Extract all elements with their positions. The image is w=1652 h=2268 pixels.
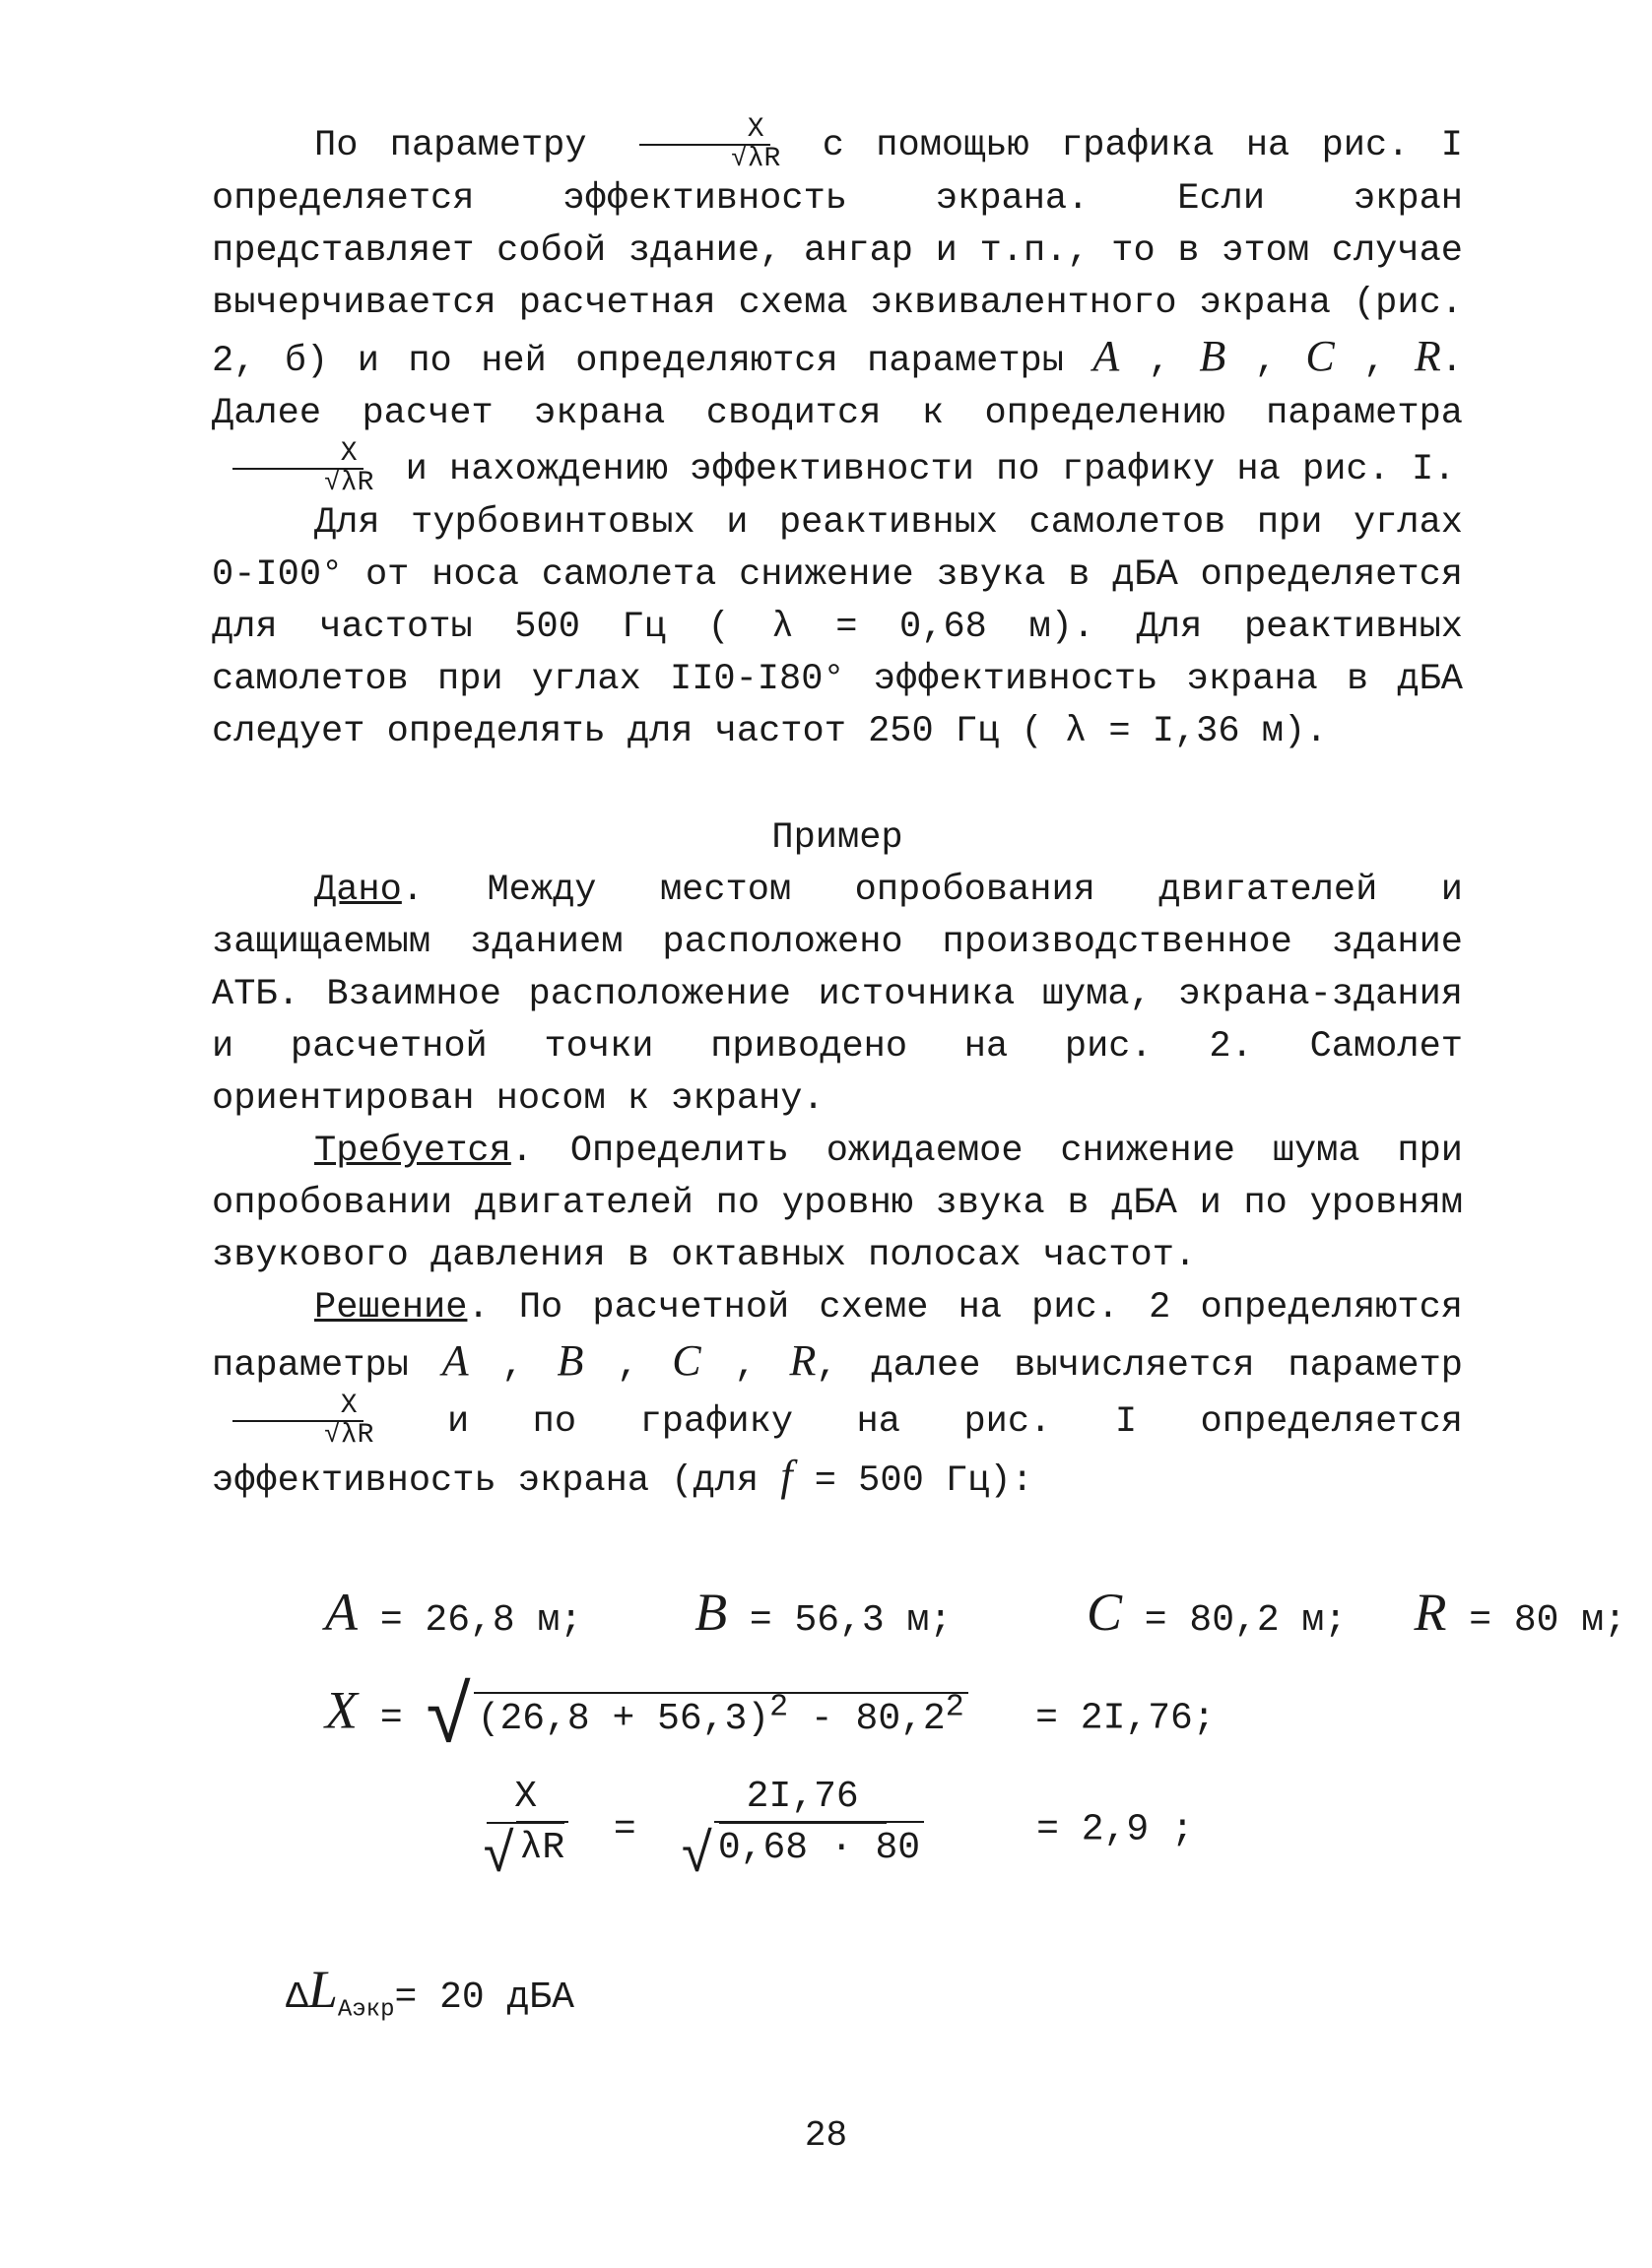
ratio-lhs-denominator: √ λR [483, 1824, 568, 1886]
eq-equals: = [379, 1697, 403, 1740]
p1-text-2: с помощью графика на рис. I определяется эффективность экрана. Если экран представляет собой здание, ангар и т.п., то в этом случае вычерчивается расчетная схема эквивалентного экрана (рис. 2, б) и по ней определяются параметры [212, 124, 1463, 382]
fraction-denominator: √λR [730, 144, 781, 174]
eq-equals: = [394, 1976, 418, 2019]
p1-text-3: . Далее расчет экрана сводится к определению параметра [212, 341, 1463, 434]
given-label: Дано [314, 870, 402, 911]
eq-a-value: = 26,8 м; [379, 1599, 583, 1642]
p1-text-4: и нахождению эффективности по графику на рис. I. [405, 448, 1456, 490]
paragraph-1: По параметру $\frac{X}{√\lambda R}$ с помощью графика на рис. I определяется эффективность экрана. Если экран представляет собой здание, ангар и т.п., то в этом случае вычерчивается расчетная схема эквивалентного экрана (рис. 2, б) и по ней определяются параметры A , B , C , R. Далее расчет экрана сводится к определению параметра $\frac{X}{√\lambda R}$ и нахождению эффективности по графику на рис. I. [212, 114, 1463, 498]
ratio-lhs [483, 1773, 568, 1886]
ratio-rhs [681, 1773, 924, 1886]
required-label: Требуется [314, 1131, 511, 1172]
solution-text-4: = 500 Гц): [814, 1460, 1033, 1502]
fraction-numerator: X [639, 116, 770, 146]
solution-text-3: и по графику на рис. I определяется эффективность экрана (для [212, 1400, 1463, 1502]
fraction-numerator: X [232, 440, 363, 470]
param-c: C [672, 1336, 701, 1385]
param-r: R [789, 1336, 817, 1385]
fraction-denominator: √λR [324, 1420, 374, 1451]
param-r: R [1414, 332, 1441, 380]
eq-r-symbol: R [1414, 1583, 1447, 1642]
paragraph-solution: Решение. По расчетной схеме на рис. 2 определяются параметры A , B , C , R, далее вычисляется параметр $\frac{X}{√\lambda R}$ и по графику на рис. I определяется эффективность экрана (для f = 500 Гц): [212, 1287, 1463, 1502]
param-a: A [441, 1336, 469, 1385]
solution-text-2: , далее вычисляется параметр [816, 1345, 1463, 1387]
eq-x-result: = 2I,76; [1035, 1697, 1216, 1740]
eq-r-value: = 80 м; [1469, 1599, 1626, 1642]
given-text: . Между местом опробования двигателей и защищаемым зданием расположено производственное здание АТБ. Взаимное расположение источника шума, экрана-здания и расчетной точки приводено на рис. 2. Самолет ориентирован носом к экрану. [212, 870, 1463, 1120]
equation-x [325, 1674, 1216, 1767]
ratio-rhs-numerator: 2I,76 [719, 1773, 887, 1824]
solution-label: Решение [314, 1287, 468, 1328]
eq-c-value: = 80,2 м; [1144, 1599, 1348, 1642]
p1-text-1: По параметру [314, 124, 587, 166]
page-number: 28 [804, 2115, 848, 2156]
frequency-symbol: f [780, 1452, 793, 1500]
radicand [474, 1689, 968, 1740]
eq-equals: = [613, 1808, 636, 1851]
eq-a-symbol: A [325, 1583, 358, 1642]
fraction-denominator: √λR [324, 468, 374, 498]
param-a: A [1092, 332, 1120, 380]
sqrt-icon: √ [483, 1825, 516, 1888]
sqrt-icon: √ [425, 1674, 474, 1767]
solution-text-1: . По расчетной схеме на рис. 2 определяются параметры [212, 1287, 1463, 1387]
ratio-rhs-denominator: √ 0,68 · 80 [681, 1824, 924, 1886]
delta-symbol: Δ [286, 1976, 308, 2019]
eq-c-symbol: C [1086, 1583, 1122, 1642]
param-b: B [557, 1336, 584, 1385]
radicand-part-b: - 80,2 [788, 1697, 946, 1740]
equation-ratio [483, 1773, 1194, 1886]
ratio-lhs-numerator: X [487, 1773, 564, 1824]
eq-ratio-result: = 2,9 ; [1036, 1808, 1194, 1851]
section-heading: Пример [771, 817, 903, 859]
l-symbol: L [307, 1960, 338, 2019]
paragraph-required [212, 1126, 1463, 1282]
equation-parameters [325, 1583, 1626, 1646]
required-text: . Определить ожидаемое снижение шума при опробовании двигателей по уровню звука в дБА и по уровням звукового давления в октавных полосах частот. [212, 1131, 1463, 1276]
exponent: 2 [945, 1689, 964, 1724]
param-fraction-3 [220, 1393, 375, 1450]
eq-b-value: = 56,3 м; [749, 1599, 953, 1642]
body-text [212, 116, 1463, 1508]
paragraph-2: Для турбовинтовых и реактивных самолетов при углах 0-I00° от носа самолета снижение звука в дБА определяется для частоты 500 Гц ( λ = 0,68 м). Для реактивных самолетов при углах II0-I80° эффективность экрана в дБА следует определять для частот 250 Гц ( λ = I,36 м). [212, 502, 1463, 752]
sqrt-icon: √ [681, 1825, 714, 1888]
fraction-numerator: X [232, 1393, 363, 1422]
paragraph-given [212, 865, 1463, 1126]
eq-x-symbol: X [325, 1680, 358, 1740]
radicand-part-a: (26,8 + 56,3) [477, 1697, 770, 1740]
delta-l-value: 20 дБА [417, 1976, 574, 2019]
param-fraction-1 [627, 116, 782, 173]
equation-delta-l [286, 1960, 574, 2036]
eq-b-symbol: B [694, 1583, 728, 1642]
exponent: 2 [769, 1689, 789, 1724]
param-b: B [1199, 332, 1226, 380]
param-c: C [1305, 332, 1335, 380]
l-subscript: Aэкр [337, 1996, 395, 2024]
param-fraction-2 [220, 440, 375, 497]
